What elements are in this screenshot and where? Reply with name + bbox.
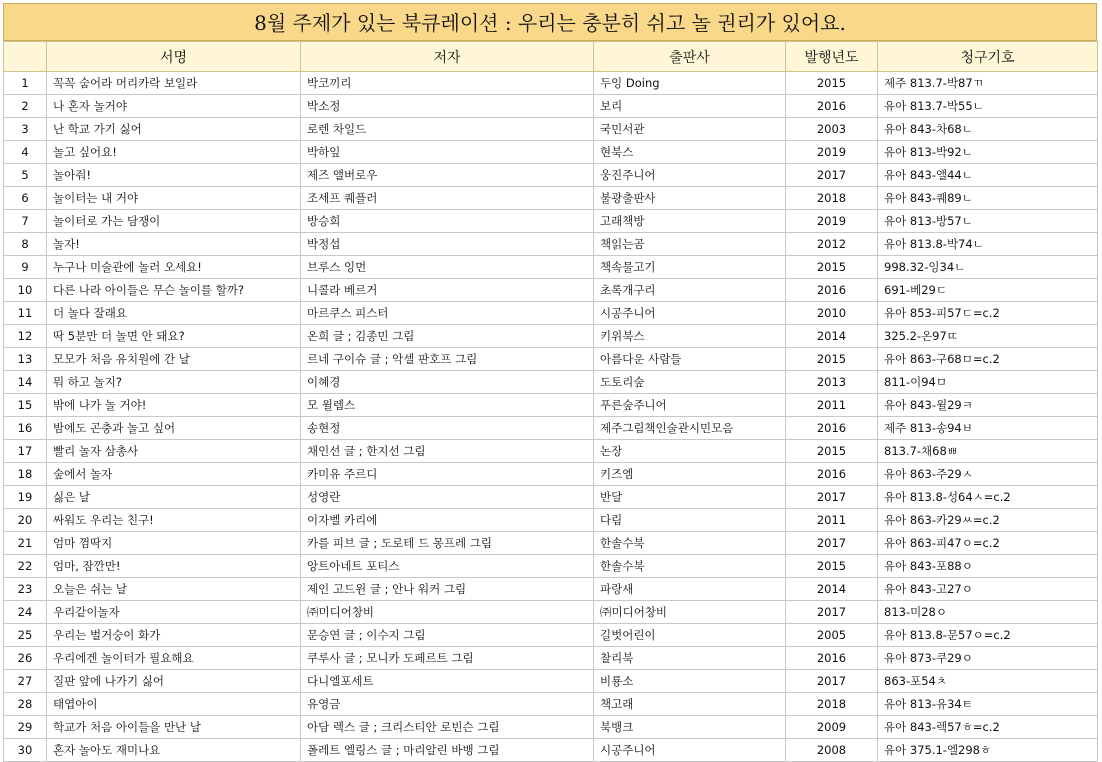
call-number: 유아 843-렉57ㅎ=c.2 <box>878 716 1098 739</box>
call-number: 제주 813.7-박87ㄲ <box>878 72 1098 95</box>
row-number: 4 <box>4 141 47 164</box>
call-number: 325.2-온97ㄸ <box>878 325 1098 348</box>
book-title: 뭐 하고 놀지? <box>47 371 301 394</box>
call-number: 691-베29ㄷ <box>878 279 1098 302</box>
table-row <box>4 670 1098 693</box>
row-number: 25 <box>4 624 47 647</box>
publisher: ㈜미디어창비 <box>594 601 786 624</box>
publisher: 보리 <box>594 95 786 118</box>
table-row <box>4 417 1098 440</box>
publish-year: 2014 <box>786 578 878 601</box>
publish-year: 2017 <box>786 670 878 693</box>
table-row <box>4 256 1098 279</box>
table-row <box>4 486 1098 509</box>
author: 카미유 주르디 <box>301 463 594 486</box>
table-row <box>4 348 1098 371</box>
row-number: 7 <box>4 210 47 233</box>
row-number: 8 <box>4 233 47 256</box>
author: 조세프 퀘플러 <box>301 187 594 210</box>
publisher: 불광출판사 <box>594 187 786 210</box>
publish-year: 2013 <box>786 371 878 394</box>
book-title: 꼭꼭 숨어라 머리카락 보일라 <box>47 72 301 95</box>
call-number: 863-포54ㅊ <box>878 670 1098 693</box>
author: 니콜라 베르거 <box>301 279 594 302</box>
call-number: 유아 813.8-박74ㄴ <box>878 233 1098 256</box>
header-call-number: 청구기호 <box>878 42 1098 72</box>
row-number: 19 <box>4 486 47 509</box>
table-row <box>4 141 1098 164</box>
call-number: 유아 813-박92ㄴ <box>878 141 1098 164</box>
author: 아담 렉스 글 ; 크리스티안 로빈슨 그림 <box>301 716 594 739</box>
publisher: 책고래 <box>594 693 786 716</box>
author: 로렌 차일드 <box>301 118 594 141</box>
table-row <box>4 164 1098 187</box>
table-row <box>4 624 1098 647</box>
publish-year: 2012 <box>786 233 878 256</box>
row-number: 22 <box>4 555 47 578</box>
table-row <box>4 233 1098 256</box>
publisher: 현북스 <box>594 141 786 164</box>
book-title: 더 놀다 잘래요 <box>47 302 301 325</box>
publish-year: 2017 <box>786 164 878 187</box>
publish-year: 2017 <box>786 486 878 509</box>
call-number: 유아 853-피57ㄷ=c.2 <box>878 302 1098 325</box>
book-title: 우리에겐 놀이터가 필요해요 <box>47 647 301 670</box>
book-title: 엄마, 잠깐만! <box>47 555 301 578</box>
call-number: 유아 873-쿠29ㅇ <box>878 647 1098 670</box>
publisher: 키즈엠 <box>594 463 786 486</box>
publisher: 한솔수북 <box>594 555 786 578</box>
book-title: 누구나 미술관에 놀러 오세요! <box>47 256 301 279</box>
publisher: 키위북스 <box>594 325 786 348</box>
header-book-title: 서명 <box>47 42 301 72</box>
author: ㈜미디어창비 <box>301 601 594 624</box>
publisher: 논장 <box>594 440 786 463</box>
row-number: 6 <box>4 187 47 210</box>
row-number: 1 <box>4 72 47 95</box>
book-title: 모모가 처음 유치원에 간 날 <box>47 348 301 371</box>
publish-year: 2018 <box>786 693 878 716</box>
publish-year: 2016 <box>786 417 878 440</box>
author: 쿠루사 글 ; 모니카 도페르트 그림 <box>301 647 594 670</box>
call-number: 유아 813-방57ㄴ <box>878 210 1098 233</box>
header-number <box>4 42 47 72</box>
publisher: 웅진주니어 <box>594 164 786 187</box>
publisher: 시공주니어 <box>594 302 786 325</box>
publisher: 한솔수북 <box>594 532 786 555</box>
publish-year: 2009 <box>786 716 878 739</box>
publish-year: 2016 <box>786 647 878 670</box>
publish-year: 2017 <box>786 601 878 624</box>
header-author: 저자 <box>301 42 594 72</box>
row-number: 18 <box>4 463 47 486</box>
table-row <box>4 532 1098 555</box>
curation-sheet <box>3 3 1097 762</box>
book-title: 밤에도 곤충과 놀고 싶어 <box>47 417 301 440</box>
book-title: 놀이터로 가는 담쟁이 <box>47 210 301 233</box>
publisher: 푸른숲주니어 <box>594 394 786 417</box>
publish-year: 2011 <box>786 509 878 532</box>
author: 채인선 글 ; 한지선 그림 <box>301 440 594 463</box>
call-number: 998.32-잉34ㄴ <box>878 256 1098 279</box>
author: 송현정 <box>301 417 594 440</box>
row-number: 5 <box>4 164 47 187</box>
book-title: 빨리 놀자 삼총사 <box>47 440 301 463</box>
publisher: 고래책방 <box>594 210 786 233</box>
table-row <box>4 394 1098 417</box>
book-title: 놀고 싶어요! <box>47 141 301 164</box>
book-title: 태엽아이 <box>47 693 301 716</box>
table-row <box>4 463 1098 486</box>
publisher: 반달 <box>594 486 786 509</box>
call-number: 유아 813.8-성64ㅅ=c.2 <box>878 486 1098 509</box>
author: 박코끼리 <box>301 72 594 95</box>
author: 온희 글 ; 김종민 그림 <box>301 325 594 348</box>
book-title: 놀자! <box>47 233 301 256</box>
publisher: 두잉 Doing <box>594 72 786 95</box>
row-number: 10 <box>4 279 47 302</box>
call-number: 제주 813-송94ㅂ <box>878 417 1098 440</box>
call-number: 유아 863-주29ㅅ <box>878 463 1098 486</box>
row-number: 21 <box>4 532 47 555</box>
table-row <box>4 187 1098 210</box>
row-number: 29 <box>4 716 47 739</box>
call-number: 813.7-채68ㅃ <box>878 440 1098 463</box>
book-title: 다른 나라 아이들은 무슨 놀이를 할까? <box>47 279 301 302</box>
call-number: 유아 863-피47ㅇ=c.2 <box>878 532 1098 555</box>
call-number: 유아 863-구68ㅁ=c.2 <box>878 348 1098 371</box>
author: 다니엘포세트 <box>301 670 594 693</box>
row-number: 28 <box>4 693 47 716</box>
book-title: 싫은 날 <box>47 486 301 509</box>
row-number: 23 <box>4 578 47 601</box>
table-row <box>4 118 1098 141</box>
book-title: 엄마 껌딱지 <box>47 532 301 555</box>
table-row <box>4 210 1098 233</box>
table-row <box>4 601 1098 624</box>
row-number: 26 <box>4 647 47 670</box>
publish-year: 2016 <box>786 95 878 118</box>
author: 이혜경 <box>301 371 594 394</box>
book-title: 놀이터는 내 거야 <box>47 187 301 210</box>
author: 르네 구이슈 글 ; 악셀 판호프 그림 <box>301 348 594 371</box>
publish-year: 2005 <box>786 624 878 647</box>
row-number: 14 <box>4 371 47 394</box>
table-row <box>4 325 1098 348</box>
publisher: 국민서관 <box>594 118 786 141</box>
table-row <box>4 371 1098 394</box>
author: 이자벨 카리에 <box>301 509 594 532</box>
header-publisher: 출판사 <box>594 42 786 72</box>
author: 카를 피브 글 ; 도로테 드 몽프레 그림 <box>301 532 594 555</box>
publisher: 북뱅크 <box>594 716 786 739</box>
book-title: 밖에 나가 놀 거야! <box>47 394 301 417</box>
author: 브루스 잉먼 <box>301 256 594 279</box>
table-row <box>4 739 1098 762</box>
author: 제즈 앨버로우 <box>301 164 594 187</box>
author: 제인 고드윈 글 ; 안나 워커 그림 <box>301 578 594 601</box>
author: 성영란 <box>301 486 594 509</box>
publisher: 다림 <box>594 509 786 532</box>
publisher: 제주그림책인술관시민모음 <box>594 417 786 440</box>
publish-year: 2015 <box>786 72 878 95</box>
book-title: 혼자 놀아도 재미나요 <box>47 739 301 762</box>
publish-year: 2008 <box>786 739 878 762</box>
author: 마르쿠스 피스터 <box>301 302 594 325</box>
call-number: 유아 863-카29ㅆ=c.2 <box>878 509 1098 532</box>
publish-year: 2010 <box>786 302 878 325</box>
publish-year: 2016 <box>786 279 878 302</box>
sheet-title: 8월 주제가 있는 북큐레이션 : 우리는 충분히 쉬고 놀 권리가 있어요. <box>3 3 1097 41</box>
call-number: 유아 843-고27ㅇ <box>878 578 1098 601</box>
row-number: 3 <box>4 118 47 141</box>
book-title: 딱 5분만 더 놀면 안 돼요? <box>47 325 301 348</box>
author: 폴레트 엘링스 글 ; 마리알린 바뱅 그림 <box>301 739 594 762</box>
book-title: 질판 앞에 나가기 싫어 <box>47 670 301 693</box>
author: 박소정 <box>301 95 594 118</box>
publisher: 찰리북 <box>594 647 786 670</box>
call-number: 유아 843-퀘89ㄴ <box>878 187 1098 210</box>
author: 방승희 <box>301 210 594 233</box>
book-title: 숲에서 놀자 <box>47 463 301 486</box>
row-number: 12 <box>4 325 47 348</box>
table-header-row <box>4 42 1098 72</box>
row-number: 15 <box>4 394 47 417</box>
publish-year: 2015 <box>786 256 878 279</box>
row-number: 11 <box>4 302 47 325</box>
book-title: 놀아줘! <box>47 164 301 187</box>
call-number: 유아 375.1-엘298ㅎ <box>878 739 1098 762</box>
row-number: 17 <box>4 440 47 463</box>
call-number: 유아 813.7-박55ㄴ <box>878 95 1098 118</box>
publish-year: 2018 <box>786 187 878 210</box>
table-row <box>4 302 1098 325</box>
author: 유영금 <box>301 693 594 716</box>
table-row <box>4 95 1098 118</box>
publisher: 시공주니어 <box>594 739 786 762</box>
call-number: 유아 843-윌29ㅋ <box>878 394 1098 417</box>
row-number: 27 <box>4 670 47 693</box>
call-number: 유아 813.8-문57ㅇ=c.2 <box>878 624 1098 647</box>
publisher: 파랑새 <box>594 578 786 601</box>
book-title: 난 학교 가기 싫어 <box>47 118 301 141</box>
publisher: 비룡소 <box>594 670 786 693</box>
publish-year: 2015 <box>786 348 878 371</box>
author: 모 윌렘스 <box>301 394 594 417</box>
book-title: 오늘은 쉬는 날 <box>47 578 301 601</box>
publish-year: 2011 <box>786 394 878 417</box>
book-list-table <box>3 41 1098 762</box>
call-number: 813-미28ㅇ <box>878 601 1098 624</box>
call-number: 811-이94ㅁ <box>878 371 1098 394</box>
book-title: 싸워도 우리는 친구! <box>47 509 301 532</box>
call-number: 유아 843-앨44ㄴ <box>878 164 1098 187</box>
header-year: 발행년도 <box>786 42 878 72</box>
book-title: 나 혼자 놀거야 <box>47 95 301 118</box>
book-title: 우리는 벌거숭이 화가 <box>47 624 301 647</box>
book-title: 우리같이놀자 <box>47 601 301 624</box>
author: 문승연 글 ; 이수지 그림 <box>301 624 594 647</box>
table-row <box>4 509 1098 532</box>
row-number: 20 <box>4 509 47 532</box>
publish-year: 2003 <box>786 118 878 141</box>
call-number: 유아 813-유34ㅌ <box>878 693 1098 716</box>
row-number: 2 <box>4 95 47 118</box>
author: 박하잎 <box>301 141 594 164</box>
table-row <box>4 647 1098 670</box>
publish-year: 2019 <box>786 141 878 164</box>
row-number: 30 <box>4 739 47 762</box>
table-row <box>4 693 1098 716</box>
table-row <box>4 279 1098 302</box>
author: 앙트아네트 포티스 <box>301 555 594 578</box>
author: 박정섭 <box>301 233 594 256</box>
table-row <box>4 440 1098 463</box>
publish-year: 2015 <box>786 555 878 578</box>
table-row <box>4 555 1098 578</box>
publish-year: 2014 <box>786 325 878 348</box>
publisher: 도토리숲 <box>594 371 786 394</box>
call-number: 유아 843-차68ㄴ <box>878 118 1098 141</box>
publish-year: 2017 <box>786 532 878 555</box>
publish-year: 2016 <box>786 463 878 486</box>
table-row <box>4 716 1098 739</box>
call-number: 유아 843-포88ㅇ <box>878 555 1098 578</box>
publish-year: 2015 <box>786 440 878 463</box>
row-number: 24 <box>4 601 47 624</box>
publisher: 책읽는곰 <box>594 233 786 256</box>
row-number: 16 <box>4 417 47 440</box>
table-row <box>4 72 1098 95</box>
table-row <box>4 578 1098 601</box>
row-number: 9 <box>4 256 47 279</box>
publisher: 책속물고기 <box>594 256 786 279</box>
publisher: 길벗어린이 <box>594 624 786 647</box>
publisher: 초록개구리 <box>594 279 786 302</box>
publisher: 아름다운 사람들 <box>594 348 786 371</box>
book-title: 학교가 처음 아이들을 만난 날 <box>47 716 301 739</box>
row-number: 13 <box>4 348 47 371</box>
publish-year: 2019 <box>786 210 878 233</box>
